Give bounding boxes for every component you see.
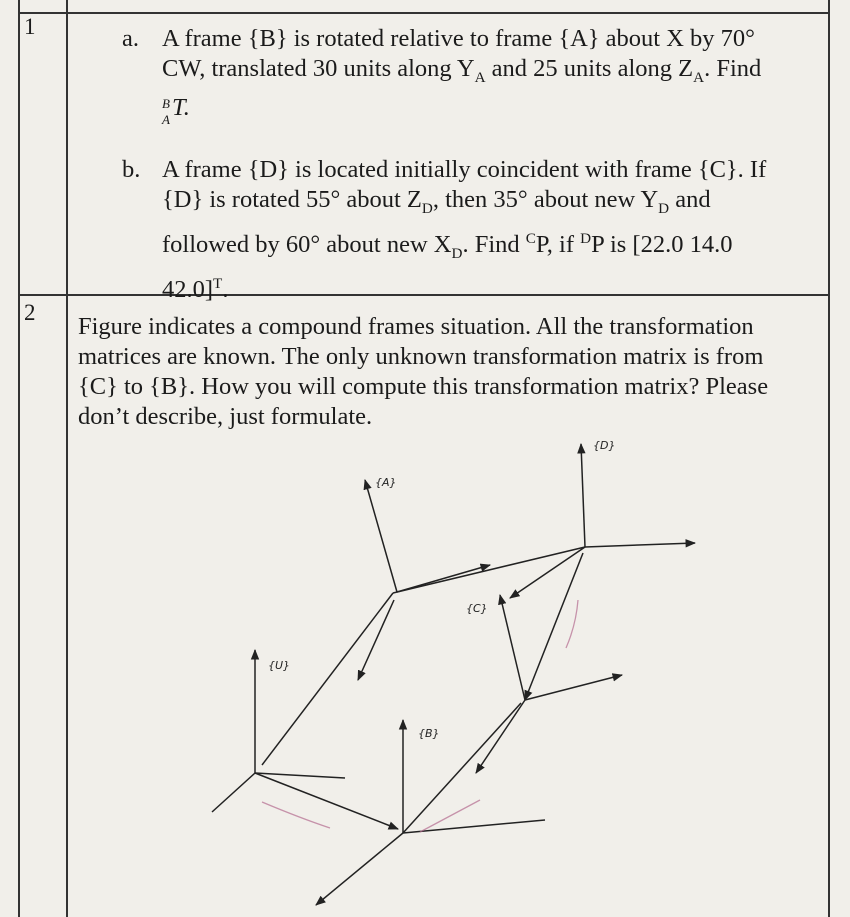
question-1a-marker: a. [122,25,139,52]
frame-d-z-axis [581,444,585,547]
arrow-a-to-d [393,547,585,593]
pen-mark [566,600,578,648]
arrow-d-to-c [525,553,583,700]
frame-d-y-axis [585,543,695,547]
question-1b-line-3: followed by 60° about new $X_D$. Find $^C$P, if $^D$P is [22.0 14.0 [162,229,733,262]
frame-b-x-axis [316,833,403,905]
question-1a-line-1: A frame {B} is rotated relative to frame {A} about X by 70° [162,25,755,52]
question-1b-line-4: 42.0]$^T$. [162,274,229,304]
frame-u-y-axis [255,773,345,778]
question-1b-line-2: {D} is rotated 55° about $Z_D$, then 35° about new $Y_D$ and [162,186,711,217]
frame-b-y-axis [403,820,545,833]
arrow-u-to-a [262,593,393,765]
frame-d-x-axis [510,547,585,598]
frame-c-z-axis [500,595,525,700]
frame-c-x-axis [476,700,525,773]
arrow-b-to-c [403,703,521,833]
question-2-line-2: matrices are known. The only unknown transformation matrix is from [78,343,764,370]
question-1-number: 1 [24,14,36,39]
question-2-number: 2 [24,300,36,325]
question-1a-line-3: B A T. [162,93,190,127]
label-frame-a: {A} [375,476,397,489]
frame-a-x-axis [358,600,394,680]
frame-u-x-axis [212,773,255,812]
arrow-u-to-b [255,773,398,829]
question-2-line-3: {C} to {B}. How you will compute this transformation matrix? Please [78,373,769,400]
question-2-line-4: don’t describe, just formulate. [78,403,373,430]
question-1b-marker: b. [122,156,141,183]
question-2-line-1: Figure indicates a compound frames situation. All the transformation [78,313,754,340]
question-1a-line-2: CW, translated 30 units along $Y_A$ and 25 units along $Z_A$. Find [162,55,762,86]
label-frame-u: {U} [268,659,291,672]
frame-a-z-axis [365,480,397,592]
label-frame-b: {B} [418,727,440,740]
question-1b-line-1: A frame {D} is located initially coincident with frame {C}. If [162,156,767,183]
label-frame-d: {D} [593,439,616,452]
frame-c-y-axis [525,675,622,700]
pen-mark [262,802,330,828]
label-frame-c: {C} [466,602,488,615]
